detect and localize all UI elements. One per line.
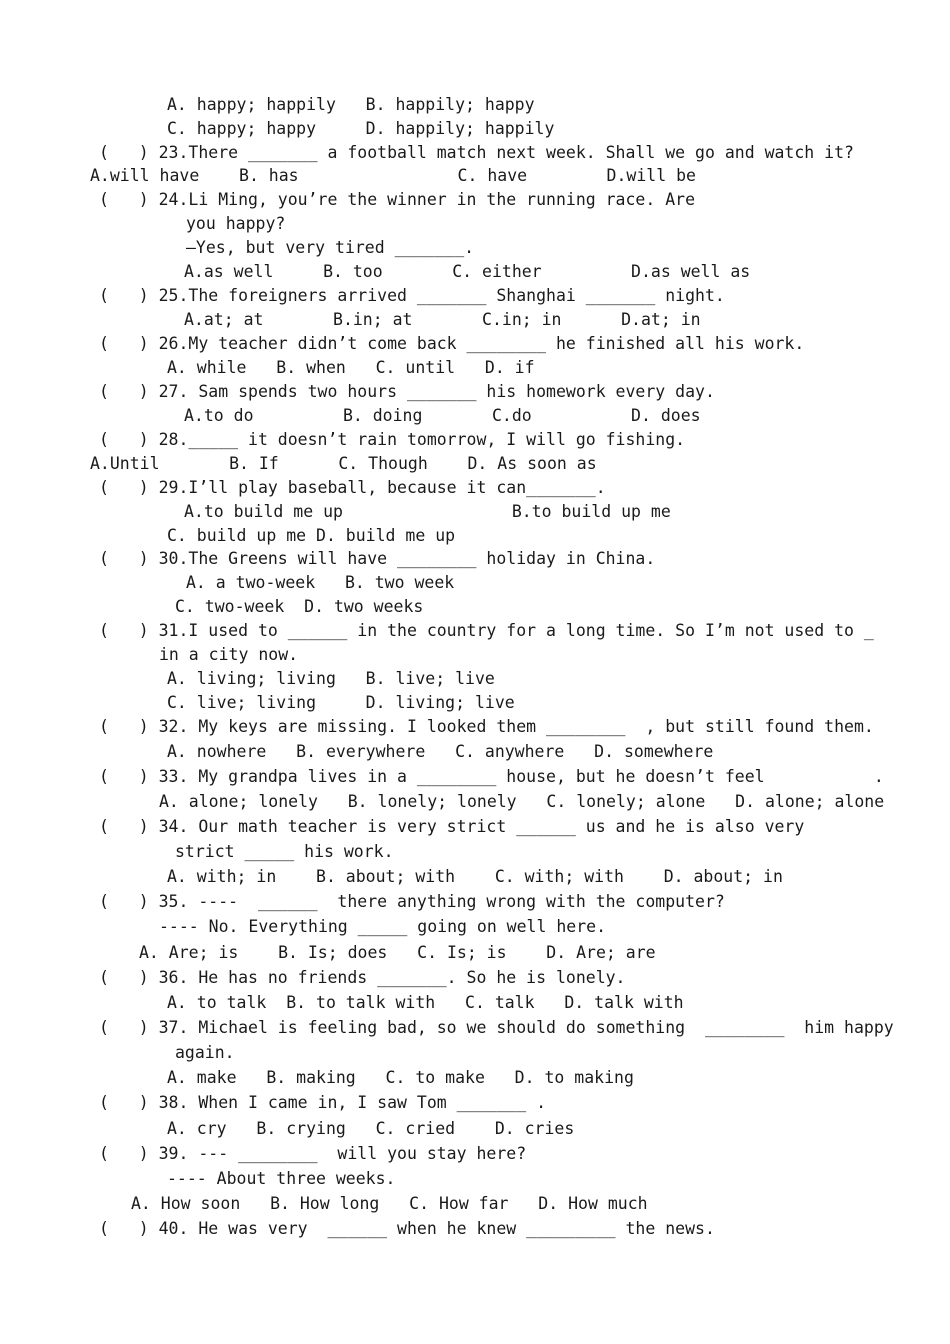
options-line: A.Until B. If C. Though D. As soon as (90, 454, 597, 473)
question-32: ( ) 32. My keys are missing. I looked them ________ , but still found them. (99, 717, 874, 736)
question-27: ( ) 27. Sam spends two hours _______ his homework every day. (99, 382, 715, 401)
question-line: ---- About three weeks. (167, 1169, 396, 1188)
question-25: ( ) 25.The foreigners arrived _______ Shanghai _______ night. (99, 286, 725, 305)
question-26: ( ) 26.My teacher didn’t come back ________ he finished all his work. (99, 334, 805, 353)
options-line: A.at; at B.in; at C.in; in D.at; in (184, 310, 701, 329)
question-line: you happy? (186, 214, 286, 233)
options-line: A. alone; lonely B. lonely; lonely C. lonely; alone D. alone; alone (159, 792, 885, 811)
options-line: A. while B. when C. until D. if (167, 358, 535, 377)
options-line: C. happy; happy D. happily; happily (167, 119, 555, 138)
question-30: ( ) 30.The Greens will have ________ holiday in China. (99, 549, 656, 568)
options-line: A.to build me up B.to build up me (184, 502, 671, 521)
question-line: ---- No. Everything _____ going on well here. (159, 917, 607, 936)
options-line: A. make B. making C. to make D. to making (167, 1068, 634, 1087)
options-line: A.to do B. doing C.do D. does (184, 406, 701, 425)
options-line: A. How soon B. How long C. How far D. How much (131, 1194, 648, 1213)
question-29: ( ) 29.I’ll play baseball, because it can_______. (99, 478, 606, 497)
question-23: ( ) 23.There _______ a football match next week. Shall we go and watch it? (99, 143, 854, 162)
options-line: A. to talk B. to talk with C. talk D. talk with (167, 993, 684, 1012)
question-line: strict _____ his work. (175, 842, 394, 861)
question-38: ( ) 38. When I came in, I saw Tom _______ . (99, 1093, 547, 1112)
options-line: A. a two-week B. two week (186, 573, 455, 592)
options-line: A. nowhere B. everywhere C. anywhere D. somewhere (167, 742, 714, 761)
options-line: A.as well B. too C. either D.as well as (184, 262, 751, 281)
options-line: A. happy; happily B. happily; happy (167, 95, 535, 114)
question-34: ( ) 34. Our math teacher is very strict ______ us and he is also very (99, 817, 805, 836)
question-35: ( ) 35. ---- ______ there anything wrong with the computer? (99, 892, 725, 911)
options-line: A. cry B. crying C. cried D. cries (167, 1119, 575, 1138)
options-line: C. build up me D. build me up (167, 526, 456, 545)
question-33: ( ) 33. My grandpa lives in a ________ house, but he doesn’t feel . (99, 767, 884, 786)
options-line: C. two-week D. two weeks (175, 597, 424, 616)
question-40: ( ) 40. He was very ______ when he knew _________ the news. (99, 1219, 715, 1238)
question-28: ( ) 28._____ it doesn’t rain tomorrow, I will go fishing. (99, 430, 686, 449)
question-36: ( ) 36. He has no friends _______. So he is lonely. (99, 968, 626, 987)
question-line: —Yes, but very tired _______. (186, 238, 475, 257)
question-line: again. (175, 1043, 235, 1062)
options-line: C. live; living D. living; live (167, 693, 515, 712)
options-line: A. with; in B. about; with C. with; with D. about; in (167, 867, 783, 886)
question-31: ( ) 31.I used to ______ in the country for a long time. So I’m not used to _ (99, 621, 874, 640)
question-37: ( ) 37. Michael is feeling bad, so we should do something ________ him happy (99, 1018, 894, 1037)
options-line: A. living; living B. live; live (167, 669, 495, 688)
question-24: ( ) 24.Li Ming, you’re the winner in the running race. Are (99, 190, 696, 209)
options-line: A.will have B. has C. have D.will be (90, 166, 696, 185)
question-line: in a city now. (159, 645, 299, 664)
question-39: ( ) 39. --- ________ will you stay here? (99, 1144, 527, 1163)
options-line: A. Are; is B. Is; does C. Is; is D. Are; are (139, 943, 656, 962)
